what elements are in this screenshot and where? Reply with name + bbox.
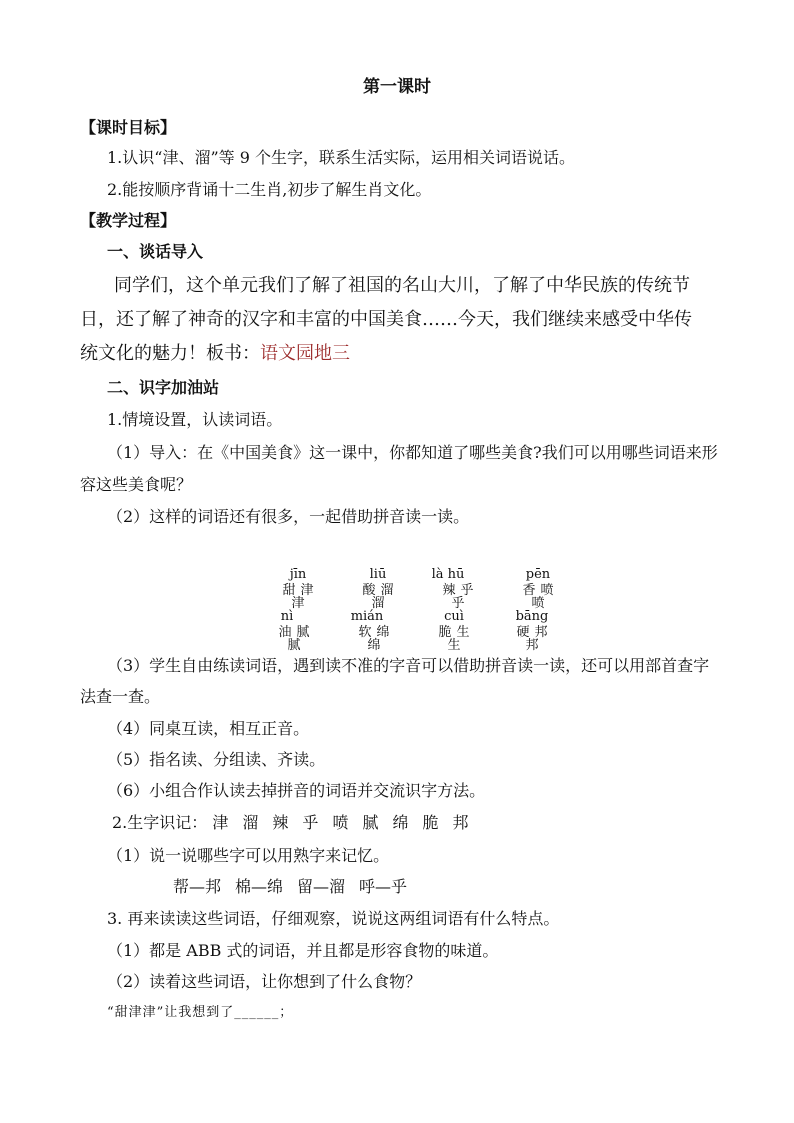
word-cell (345, 610, 403, 652)
word-label: 软绵绵 (358, 625, 395, 653)
character-pair: 帮—邦 (173, 877, 222, 896)
intro-paragraph-text: 统文化的魅力！板书： (80, 343, 260, 364)
step1-sub6: （6）小组合作认读去掉拼音的词语并交流识字方法。 (107, 781, 486, 800)
step3-sub2: （2）读着这些词语，让你想到了什么食物？ (107, 972, 422, 991)
new-character: 乎 (302, 813, 319, 832)
answer-blank: ______ (234, 1005, 280, 1020)
character-pairs (173, 879, 421, 895)
objective-item-1: 1.认识“津、溜”等 9 个生字，联系生活实际，运用相关词语说话。 (107, 148, 575, 167)
intro-paragraph-line-3 (80, 345, 350, 363)
step1-sub1-line-1: （1）导入：在《中国美食》这一课中，你都知道了哪些美食?我们可以用哪些词语来形 (107, 443, 718, 462)
step3-title: 3. 再来读读这些词语，仔细观察，说说这两组词语有什么特点。 (107, 909, 560, 928)
prompt-end: ； (279, 1005, 294, 1020)
word-cell (509, 568, 567, 610)
board-title: 语文园地三 (260, 343, 350, 364)
pinyin-label: pēn (525, 567, 551, 582)
word-cell (265, 610, 323, 652)
pinyin-label: mián (350, 609, 384, 624)
process-heading: 【教学过程】 (80, 211, 177, 230)
new-character: 喷 (332, 813, 349, 832)
word-cell (503, 610, 561, 652)
step2-sub1: （1）说一说哪些字可以用熟字来记忆。 (107, 846, 390, 865)
literacy-heading: 二、识字加油站 (107, 378, 220, 397)
character-pair: 留—溜 (297, 877, 346, 896)
fill-in-prompt (107, 1006, 293, 1019)
new-character: 脆 (422, 813, 439, 832)
character-pair: 棉—绵 (235, 877, 284, 896)
word-label: 硬邦邦 (516, 625, 553, 653)
word-cell (349, 568, 407, 610)
step1-title: 1.情境设置，认读词语。 (107, 410, 283, 429)
word-cell (425, 610, 483, 652)
step2-title: 2.生字识记： (112, 813, 208, 832)
pinyin-label: jīn (289, 567, 307, 582)
pinyin-label: bāng (515, 609, 549, 624)
word-label: 甜津津 (282, 583, 319, 611)
step3-sub1: （1）都是 ABB 式的词语，并且都是形容食物的味道。 (107, 941, 499, 960)
step1-sub1-line-2: 容这些美食呢？ (80, 475, 193, 494)
new-character: 腻 (362, 813, 379, 832)
new-character: 绵 (392, 813, 409, 832)
step1-sub5: （5）指名读、分组读、齐读。 (107, 750, 326, 769)
new-character: 津 (212, 813, 229, 832)
step1-sub4: （4）同桌互读，相互正音。 (107, 719, 310, 738)
new-character: 溜 (242, 813, 259, 832)
new-character: 邦 (452, 813, 469, 832)
intro-paragraph-line-2: 日，还了解了神奇的汉字和丰富的中国美食……今天，我们继续来感受中华传 (80, 309, 692, 330)
page-title: 第一课时 (363, 77, 431, 97)
pinyin-label: cuì (444, 609, 464, 624)
pinyin-label: là hū (431, 567, 465, 582)
pinyin-label: liū (369, 567, 387, 582)
step1-sub3-line-1: （3）学生自由练读词语，遇到读不准的字音可以借助拼音读一读，还可以用部首查字 (107, 656, 710, 675)
word-cell (429, 568, 487, 610)
step1-sub2: （2）这样的词语还有很多，一起借助拼音读一读。 (107, 507, 470, 526)
objectives-heading: 【课时目标】 (80, 118, 177, 137)
word-label: 辣乎乎 (442, 583, 479, 611)
word-label: 油腻腻 (278, 625, 315, 653)
word-label: 香喷喷 (522, 583, 559, 611)
word-cell (269, 568, 327, 610)
step1-sub3-line-2: 法查一查。 (80, 687, 161, 706)
prompt-text: “甜津津”让我想到了 (107, 1005, 235, 1020)
new-character: 辣 (272, 813, 289, 832)
word-label: 脆生生 (438, 625, 475, 653)
character-pair: 呼—乎 (359, 877, 408, 896)
objective-item-2: 2.能按顺序背诵十二生肖,初步了解生肖文化。 (107, 180, 432, 199)
intro-paragraph-line-1: 同学们，这个单元我们了解了祖国的名山大川，了解了中华民族的传统节 (114, 275, 690, 296)
intro-heading: 一、谈话导入 (107, 242, 204, 261)
step2-line (112, 815, 483, 831)
pinyin-label: nì (280, 609, 294, 624)
word-label: 酸溜溜 (362, 583, 399, 611)
